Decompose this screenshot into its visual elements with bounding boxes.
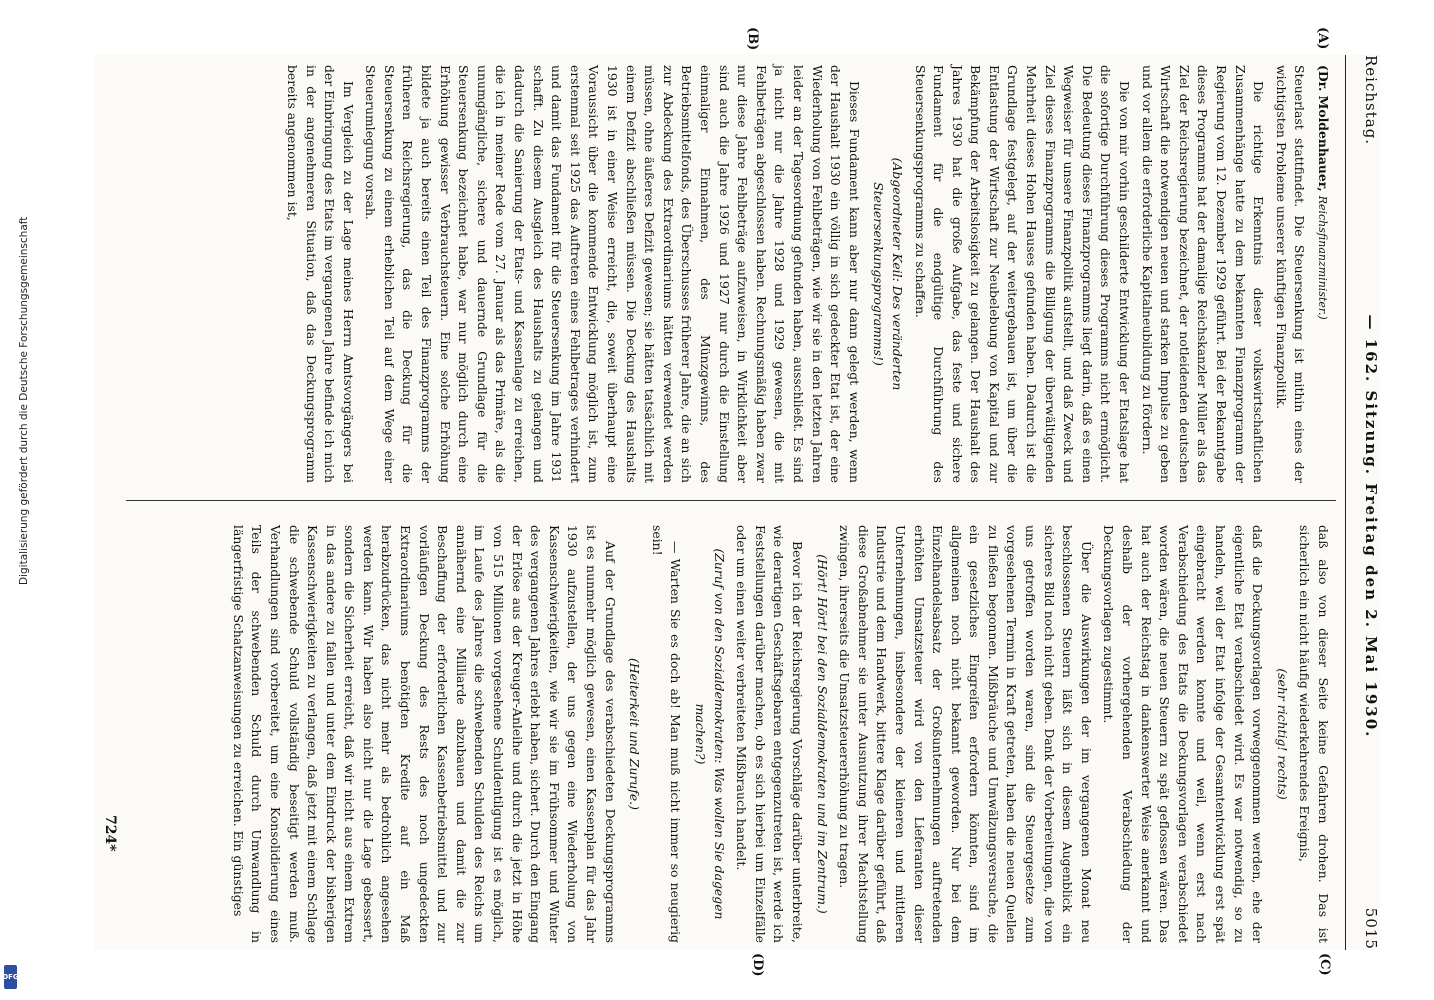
margin-letter-b: (B)	[745, 27, 760, 51]
header-rule	[1345, 55, 1346, 950]
paragraph: Die richtige Erkenntnis dieser volkswirtschaftlichen Zusammenhänge hatte zu dem bekannten Finanzprogramm der Regierung vom 12. Dezember 1929 geführt. Bei der Bekanntgabe dieses Programms hat der damalige Reichskanzler Müller als das Ziel der Reichsregierung bezeichnet, der notleidenden deutschen Wirtschaft die notwendigen neuen und starken Impulse zu geben und vor allem die erforderliche Kapitalneubildung zu fördern.	[1139, 65, 1267, 483]
paragraph: Steuerlast stattfindet. Die Steuersenkung ist mithin eines der wichtigsten Probleme unserer künftigen Finanzpolitik.	[1273, 65, 1308, 483]
speaker-name: (Dr. Moldenhauer,	[1316, 65, 1331, 192]
paragraph: — Warten Sie es doch ab! Man muß nicht immer so neugierig sein!	[649, 525, 684, 943]
digitization-strip	[0, 0, 30, 1000]
right-column	[224, 525, 1332, 943]
dfg-logo	[4, 965, 17, 989]
interjection: (Heiterkeit und Zurufe.)	[627, 658, 643, 810]
margin-letter-a: (A)	[1315, 27, 1330, 50]
header-left: Reichstag.	[1362, 55, 1380, 146]
digitization-note: Digitalisierung gefördert durch die Deutsche Forschungsgemeinschaft	[18, 216, 30, 585]
paragraph: Bevor ich der Reichsregierung Vorschläge darüber unterbreite, wie derartigen Geschäftsgebaren entgegenzutreten ist, werde ich Feststellungen darüber machen, ob es sich hierbei um Einzelfälle oder um einen weiter verbreiteten Mißbrauch handelt.	[734, 525, 805, 943]
margin-letter-c: (C)	[1317, 953, 1332, 976]
paragraph: Im Vergleich zu der Lage meines Herrn Amtsvorgängers bei der Einbringung des Etats im vergangenen Jahre befinde ich mich in der angenehmeren Situation, daß das Deckungsprogramm bereits angenommen ist,	[284, 65, 356, 483]
paragraph: daß die Deckungsvorlagen vorweggenommen werden, ehe der eigentliche Etat verabschiedet wird. Es war notwendig, so zu handeln, weil der Etat infolge der Gesamtentwicklung erst spät eingebracht werden konnte und weil, wenn erst nach Verabschiedung des Etats die Deckungsvorlagen verabschiedet worden wären, die neuen Steuern zu spät geflossen wären. Das hat auch der Reichstag in dankenswerter Weise anerkannt und deshalb der vorhergehenden Verabschiedung der Deckungsvorlagen zugestimmt.	[1101, 525, 1266, 943]
speaker-role: Reichsfinanzminister.)	[1316, 195, 1329, 320]
paragraph: Auf der Grundlage des verabschiedeten Deckungsprogramms ist es nunmehr möglich gewesen, einen Kassenplan für das Jahr 1930 aufzustellen, der uns gegen eine Wiederholung von Kassenschwierigkeiten, wie wir sie im Frühsommer und Winter des vergangenen Jahres erlebt haben, sichert. Durch den Eingang der Erlöse aus der Kreuger-Anleihe und durch die jetzt in Höhe von 515 Millionen vorgesehene Schuldentilgung ist es möglich, im Laufe des Jahres die schwebenden Schulden des Reichs um annähernd eine Milliarde abzubauen und damit die zur Beschaffung der erforderlichen Kassenbetriebsmittel und zur vorläufigen Deckung des Rests des noch ungedeckten Extraordinariums benötigten Kredite auf ein Maß herabzudrücken, das nicht mehr als bedrohlich angesehen werden kann. Wir haben also nicht nur die Lage gebessert, sondern die Sicherheit erreicht, daß wir nicht aus einem Extrem in das andere zu fallen und unter dem Eindruck der bisherigen Kassenschwierigkeiten zu verlangen, daß jetzt mit einem Schlage die schwebende Schuld vollständig beseitigt werden muß. Verhandlungen sind vorbereitet, um eine Konsolidierung eines Teils der schwebenden Schuld durch Umwandlung in längerfristige Schatzanweisungen zu erreichen. Ein günstiges	[230, 525, 618, 943]
header-center: — 162. Sitzung. Freitag den 2. Mai 1930.	[1362, 314, 1380, 739]
page-number: 5015	[1362, 907, 1380, 950]
interjection: (Abgeordneter Keil: Des veränderten Steuersenkungsprogramms!)	[871, 157, 905, 391]
paragraph: Die von mir vorhin geschilderte Entwicklung der Etatslage hat die sofortige Durchführung dieses Programms nicht ermöglicht. Die Bedeutung dieses Finanzprogramms liegt darin, daß es einen Wegweiser für unsere Finanzpolitik aufstellt, und daß Zweck und Ziel dieses Finanzprogramms die Billigung der überwältigenden Mehrheit dieses Hohen Hauses gefunden haben. Dadurch ist die Grundlage festgelegt, auf der weitergebauen ist, um über die Entlastung der Wirtschaft zur Neubelebung von Kapital und zur Bekämpfung der Arbeitslosigkeit zu gelangen. Der Haushalt des Jahres 1930 hat die große Aufgabe, das feste und sichere Fundament für die endgültige Durchführung des Steuersenkungsprogramms zu schaffen.	[912, 65, 1133, 483]
margin-letter-d: (D)	[750, 953, 765, 977]
document-page	[95, 27, 1380, 977]
page-footer-number: 724*	[102, 815, 118, 852]
paragraph: daß also von dieser Seite keine Gefahren drohen. Das ist sicherlich ein nicht häufig wiederkehrendes Ereignis,	[1297, 525, 1331, 943]
page-header	[1350, 55, 1380, 950]
left-column	[278, 65, 1332, 483]
interjection: (Hört! Hört! bei den Sozialdemokraten und im Zentrum.)	[814, 554, 830, 914]
speaker-line	[1312, 65, 1332, 483]
interjection: (Zuruf von den Sozialdemokraten: Was wollen Sie dagegen machen?)	[693, 548, 727, 920]
paragraph: Dieses Fundament kann aber nur dann gelegt werden, wenn der Haushalt 1930 ein völlig in sich gedeckter Etat ist, der eine Wiederholung von Fehlbeträgen, wie wir sie in den letzten Jahren leider an der Tagesordnung gefunden haben, ausschließt. Es sind ja nicht nur die Jahre 1928 und 1929 gewesen, die mit Fehlbeträgen abgeschlossen haben. Rechnungsmäßig haben zwar nur diese Jahre Fehlbeträge aufzuweisen, in Wirklichkeit aber sind auch die Jahre 1926 und 1927 nur durch die Einstellung einmaliger Einnahmen, des Münzgewinns, des Betriebsmittelfonds, des Überschusses früherer Jahre, die an sich zur Abdeckung des Extraordinariums hätten verwendet werden müssen, ohne äußeres Defizit gewesen; sie hätten tatsächlich mit einem Defizit abschließen müssen. Die Deckung des Haushalts 1930 ist in einer Weise erreicht, die, soweit überhaupt eine Voraussicht über die kommende Entwicklung möglich ist, zum erstenmal seit 1925 das Auftreten eines Fehlbetrages verhindert und damit das Fundament für die Steuersenkung im Jahre 1931 schafft. Zu diesem Ausgleich des Haushalts zu gelangen und dadurch die Sanierung der Etats- und Kassenlage zu erreichen, die ich in meiner Rede vom 27. Januar als das Primäre, als die unumgängliche, sichere und dauernde Grundlage für die Steuersenkung bezeichnet habe, war nur möglich durch eine Erhöhung gewisser Verbrauchsteuern. Eine solche Erhöhung bildete ja auch bereits einen Teil des Finanzprogramms der früheren Reichsregierung, das die Deckung für die Steuersenkung zu einem erheblichen Teil auf dem Wege einer Steuerumlegung vorsah.	[363, 65, 862, 483]
dfg-logo-text: DFG	[2, 973, 19, 981]
column-divider	[126, 500, 1336, 501]
paragraph: Über die Auswirkungen der im vergangenen Monat neu beschlossenen Steuern läßt sich in diesem Augenblick ein sicheres Bild noch nicht geben. Dank der Vorbereitungen, die von uns getroffen worden waren, sind die Steuergesetze zum vorgesehenen Termin in Kraft getreten, haben die neuen Quellen zu fließen begonnen. Mißbräuche und Umwälzungsversuche, die ein gesetzliches Eingreifen erfordern könnten, sind im allgemeinen noch nicht bekannt geworden. Nur bei dem Einzelhandelsabsatz der Großunternehmungen auftretenden erhöhten Umsatzsteuer wird von den Lieferanten dieser Unternehmungen, insbesondere der kleineren und mittleren Industrie und dem Handwerk, bittere Klage darüber geführt, daß diese Großabnehmer sie unter Ausnutzung ihrer Machtstellung zwingen, ihrerseits die Umsatzsteuererhöhung zu tragen.	[837, 525, 1094, 943]
interjection: (sehr richtig! rechts)	[1274, 668, 1290, 800]
